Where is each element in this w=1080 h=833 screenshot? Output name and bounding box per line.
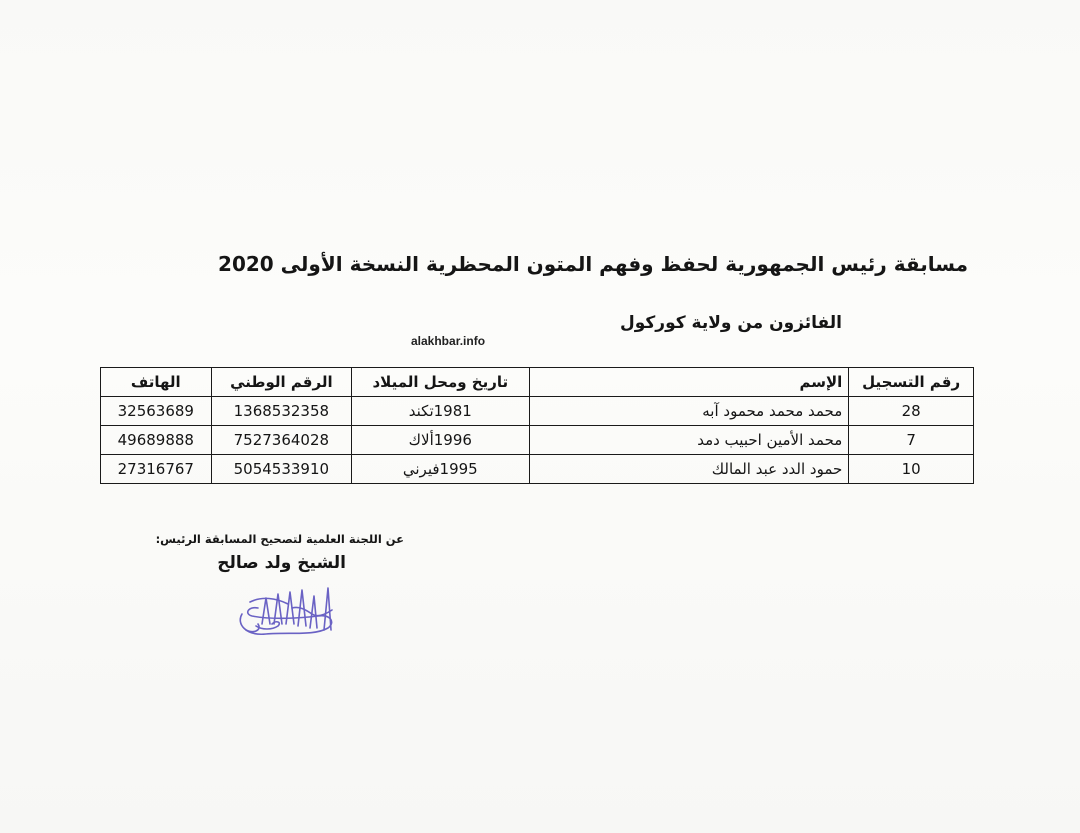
committee-line: عن اللجنة العلمية لتصحيح المسابقة الرئيس:: [155, 532, 404, 546]
cell-birth: 1981تكند: [352, 397, 529, 426]
cell-name: محمد محمد محمود آبه: [529, 397, 849, 426]
handwritten-signature-icon: [232, 584, 344, 642]
cell-registration-number: 7: [849, 426, 974, 455]
cell-national-id: 1368532358: [211, 397, 352, 426]
cell-national-id: 7527364028: [211, 426, 352, 455]
cell-national-id: 5054533910: [211, 455, 352, 484]
cell-phone: 32563689: [101, 397, 212, 426]
cell-birth: 1995فيرني: [352, 455, 529, 484]
cell-registration-number: 28: [849, 397, 974, 426]
table-row: [101, 426, 974, 455]
document-subtitle: الفائزون من ولاية كوركول: [620, 313, 842, 333]
document-title: مسابقة رئيس الجمهورية لحفظ وفهم المتون المحظرية النسخة الأولى 2020: [218, 252, 968, 276]
cell-name: محمد الأمين احبيب دمد: [529, 426, 849, 455]
table-header-row: [101, 368, 974, 397]
cell-phone: 49689888: [101, 426, 212, 455]
table-row: [101, 397, 974, 426]
header-phone: الهاتف: [101, 368, 212, 397]
source-watermark: alakhbar.info: [411, 334, 486, 348]
cell-registration-number: 10: [849, 455, 974, 484]
cell-phone: 27316767: [101, 455, 212, 484]
header-national-id: الرقم الوطني: [211, 368, 352, 397]
header-registration-number: رقم التسجيل: [849, 368, 974, 397]
header-name: الإسم: [529, 368, 849, 397]
winners-table: [100, 367, 974, 484]
signer-name: الشيخ ولد صالح: [217, 553, 346, 573]
cell-name: حمود الدد عبد المالك: [529, 455, 849, 484]
table-row: [101, 455, 974, 484]
cell-birth: 1996ألاك: [352, 426, 529, 455]
header-birth: تاريخ ومحل الميلاد: [352, 368, 529, 397]
